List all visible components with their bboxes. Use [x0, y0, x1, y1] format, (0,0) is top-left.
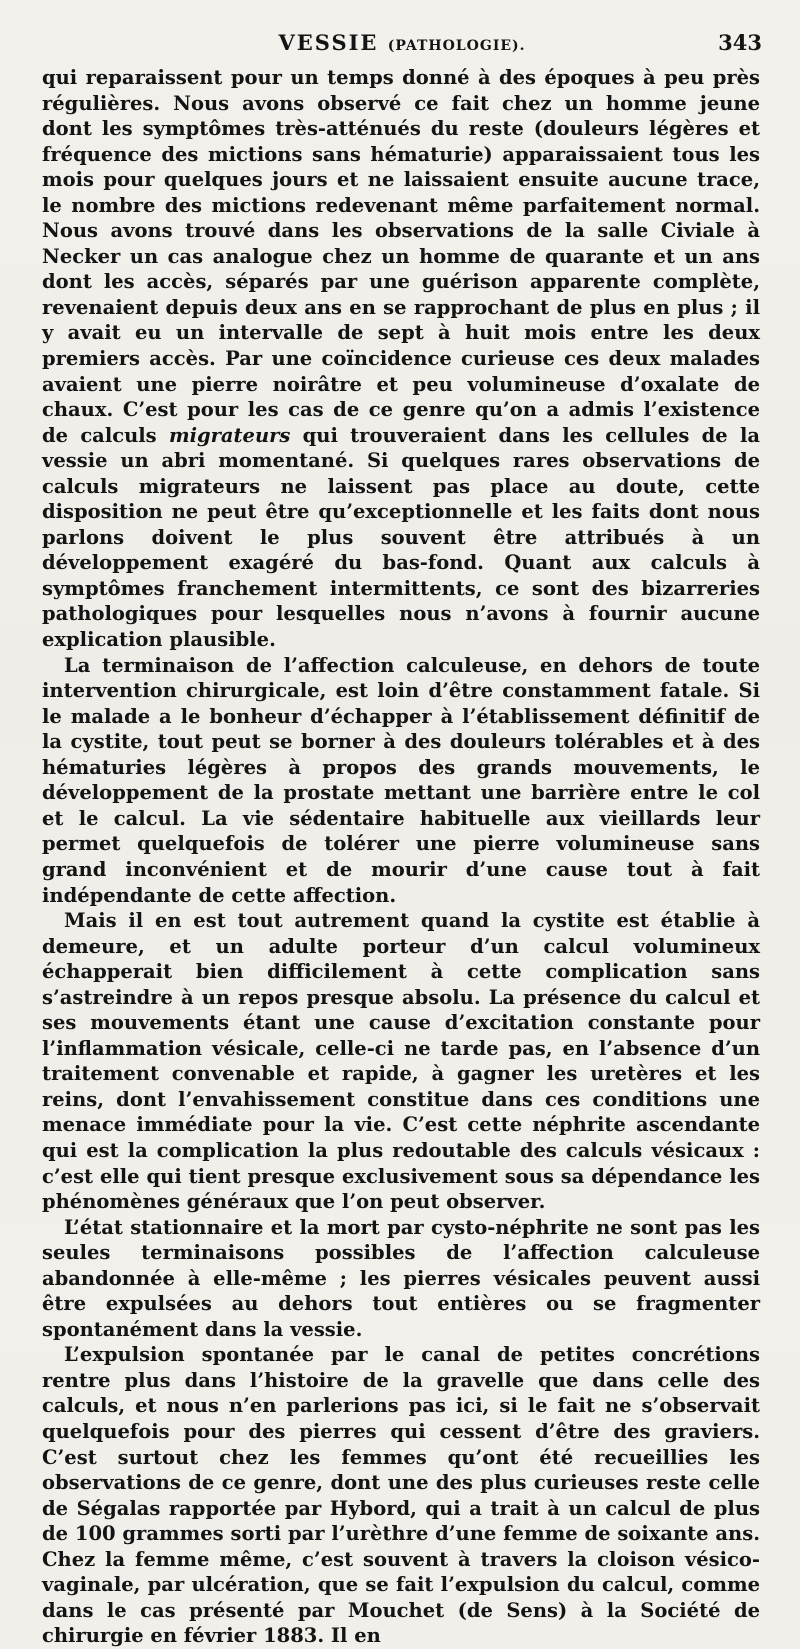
running-title-subtitle: (PATHOLOGIE).: [387, 38, 526, 54]
running-title: [40, 30, 764, 55]
page-number: 343: [718, 30, 762, 55]
emphasis-migrateurs: migrateurs: [168, 423, 291, 447]
paragraph-1-part-1: qui reparaissent pour un temps donné à des époques à peu près régulières. Nous avons observé ce fait chez un homme jeune dont les symptômes très-atténués du reste (douleurs légères et fréquence des mictions sans hématurie) apparaissaient tous les mois pour quelques jours et ne laissaient ensuite aucune trace, le nombre des mictions redevenant même parfaitement normal. Nous avons trouvé dans les observations de la salle Civiale à Necker un cas analogue chez un homme de quarante et un ans dont les accès, séparés par une guérison apparente complète, revenaient depuis deux ans en se rapprochant de plus en plus ; il y avait eu un intervalle de sept à huit mois entre les deux premiers accès. Par une coïncidence curieuse ces deux malades avaient une pierre noirâtre et peu volumineuse d’oxalate de chaux. C’est pour les cas de ce genre qu’on a admis l’existence de calculs: [42, 66, 760, 447]
paragraph-3: Mais il en est tout autrement quand la cystite est établie à demeure, et un adulte porteur d’un calcul volumineux échapperait bien difficilement à cette complication sans s’astreindre à un repos presque absolu. La présence du calcul et ses mouvements étant une cause d’excitation constante pour l’inflammation vésicale, celle-ci ne tarde pas, en l’absence d’un traitement convenable et rapide, à gagner les uretères et les reins, dont l’envahissement constitue dans ces conditions une menace immédiate pour la vie. C’est cette néphrite ascendante qui est la complication la plus redoutable des calculs vésicaux : c’est elle qui tient presque exclusivement sous sa dépendance les phénomènes généraux que l’on peut observer.: [42, 909, 760, 1214]
body-text: [42, 65, 760, 1649]
page-header: [40, 30, 764, 62]
paragraph-1: [42, 65, 760, 653]
running-title-main: VESSIE: [278, 30, 379, 55]
paragraph-4: L’état stationnaire et la mort par cysto-néphrite ne sont pas les seules terminaisons possibles de l’affection calculeuse abandonnée à elle-même ; les pierres vésicales peuvent aussi être expulsées au dehors tout entières ou se fragmenter spontanément dans la vessie.: [42, 1215, 760, 1341]
paragraph-2: La terminaison de l’affection calculeuse, en dehors de toute intervention chirurgicale, est loin d’être constamment fatale. Si le malade a le bonheur d’échapper à l’établissement définitif de la cystite, tout peut se borner à des douleurs tolérables et à des hématuries légères à propos des grands mouvements, le développement de la prostate mettant une barrière entre le col et le calcul. La vie sédentaire habituelle aux vieillards leur permet quelquefois de tolérer une pierre volumineuse sans grand inconvénient et de mourir d’une cause tout à fait indépendante de cette affection.: [42, 653, 760, 907]
paragraph-1-part-2: qui trouveraient dans les cellules de la vessie un abri momentané. Si quelques rares observations de calculs migrateurs ne laissent pas place au doute, cette disposition ne peut être qu’exceptionnelle et les faits dont nous parlons doivent le plus souvent être attribués à un développement exagéré du bas-fond. Quant aux calculs à symptômes franchement intermittents, ce sont des bizarreries pathologiques pour lesquelles nous n’avons à fournir aucune explication plausible.: [42, 423, 760, 652]
paragraph-5: L’expulsion spontanée par le canal de petites concrétions rentre plus dans l’histoire de la gravelle que dans celle des calculs, et nous n’en parlerions pas ici, si le fait ne s’observait quelquefois pour des pierres qui cessent d’être des graviers. C’est surtout chez les femmes qu’ont été recueillies les observations de ce genre, dont une des plus curieuses reste celle de Ségalas rapportée par Hybord, qui a trait à un calcul de plus de 100 grammes sorti par l’urèthre d’une femme de soixante ans. Chez la femme même, c’est souvent à travers la cloison vésico-vaginale, par ulcération, que se fait l’expulsion du calcul, comme dans le cas présenté par Mouchet (de Sens) à la Société de chirurgie en février 1883. Il en: [42, 1343, 760, 1648]
